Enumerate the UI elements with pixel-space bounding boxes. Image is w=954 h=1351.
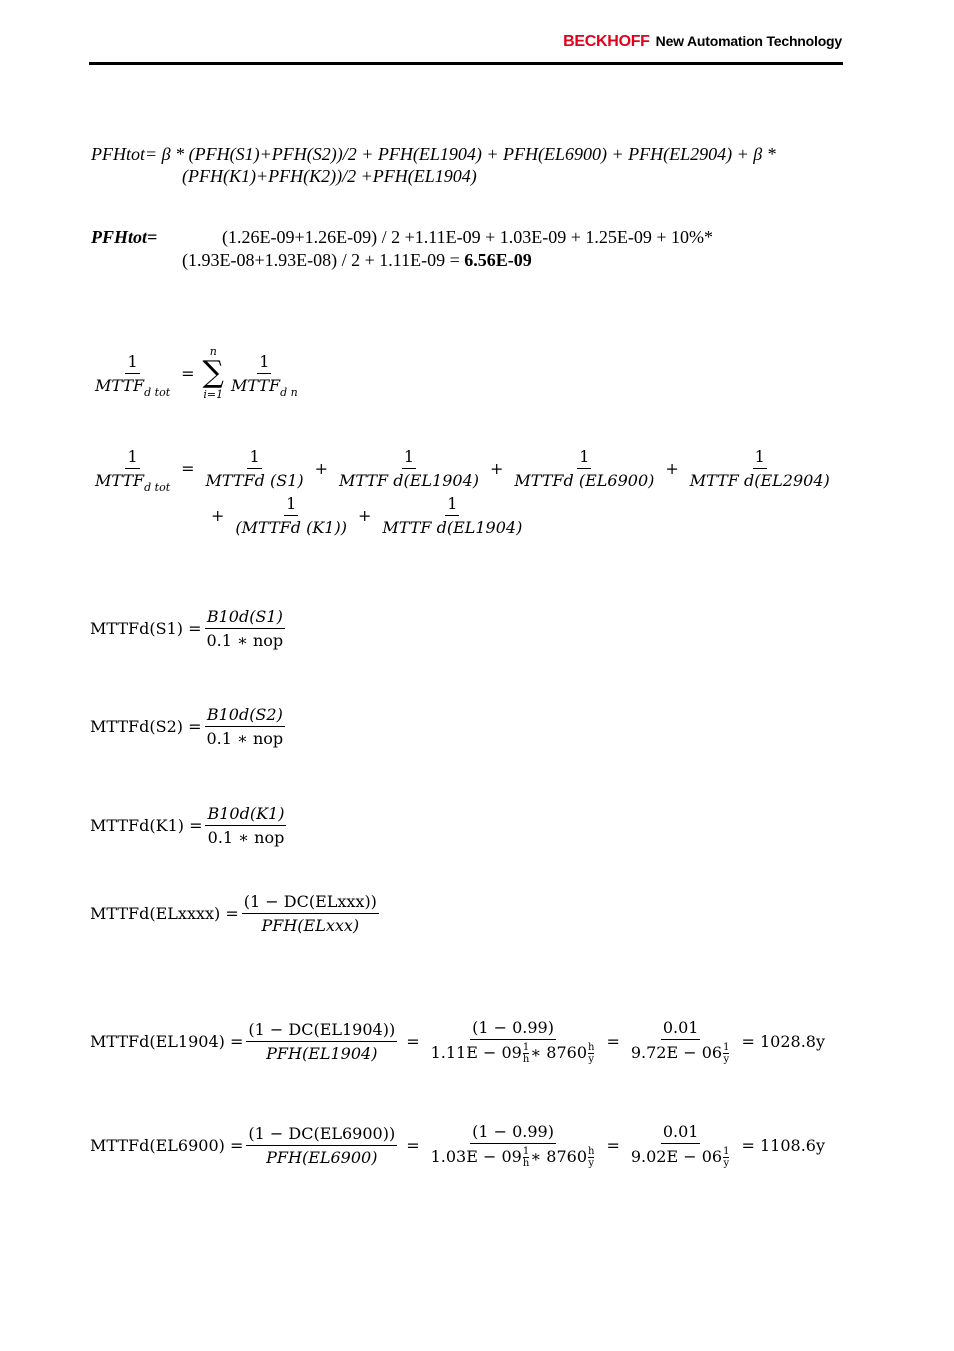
brand-name: BECKHOFF <box>563 33 650 50</box>
b10-formula-s2: MTTFd(S2) = $\frac{B10d(S2)}{\text{0.1 ∗ nop}}$ <box>90 705 284 748</box>
brand-logo <box>563 33 842 51</box>
mttf-sum-lhs: $\frac{1}{MTTF_{d tot}}$ <box>95 351 171 399</box>
el1904-result: = 1028.8y <box>741 1032 825 1051</box>
sum-sigma: n ∑ i=1 <box>202 345 224 401</box>
pfh-result-line2 <box>182 250 532 271</box>
pfh-result-line1: (1.26E-09+1.26E-09) / 2 +1.11E-09 + 1.03E-09 + 1.25E-09 + 10%* <box>222 227 714 247</box>
el6900-result: = 1108.6y <box>741 1136 825 1155</box>
pfh-formula-line1: PFHtot= β * (PFH(S1)+PFH(S2))/2 + PFH(EL1904) + PFH(EL6900) + PFH(EL2904) + β * <box>91 144 776 164</box>
mttf-sum-rhs: $\frac{1}{MTTF_{d n}}$ <box>230 351 298 399</box>
mttf-term: $\frac{1}{\text{MTTF d(EL1904)}}$ <box>382 494 523 537</box>
mttf-term: $\frac{1}{\text{MTTFd (S1)}}$ <box>205 447 304 490</box>
el6900-calculation: MTTFd(EL6900) = $\frac{(1 - DC(EL6900))}{\text{PFH(EL6900)}}$ = (1 − 0.99) 1.03E − 09 $\frac{1}{h}$ ∗ 8760 $\frac{h}{y}$ = 0.01 9.02E − 06 $\frac{1}{y}$ = 1108.6y <box>90 1122 825 1169</box>
pfh-result-value: 6.56E-09 <box>464 250 532 270</box>
pfh-formula-line2: (PFH(K1)+PFH(K2))/2 +PFH(EL1904) <box>182 166 477 186</box>
mttf-expanded-lhs: $\frac{1}{MTTF_{d tot}}$ <box>95 447 171 494</box>
el1904-calculation: MTTFd(EL1904) = $\frac{(1 - DC(EL1904))}{\text{PFH(EL1904)}}$ = (1 − 0.99) 1.11E − 09 $\frac{1}{h}$ ∗ 8760 $\frac{h}{y}$ = 0.01 9.72E − 06 $\frac{1}{y}$ = 1028.8y <box>90 1018 825 1065</box>
pfh-result-label: PFHtot= <box>91 227 158 247</box>
b10-formula-s1: MTTFd(S1) = $\frac{B10d(S1)}{\text{0.1 ∗ nop}}$ <box>90 607 284 650</box>
mttf-term: $\frac{1}{\text{MTTF d(EL1904)}}$ <box>339 447 479 490</box>
pfh-result-expression: (1.93E-08+1.93E-08) / 2 + 1.11E-09 = <box>182 250 465 270</box>
header-rule <box>89 62 843 65</box>
mttf-term: $\frac{1}{\text{MTTFd (EL6900)}}$ <box>514 447 655 490</box>
b10-formula-k1: MTTFd(K1) = $\frac{B10d(K1)}{\text{0.1 ∗ nop}}$ <box>90 804 285 847</box>
mttf-term: $\frac{1}{\text{MTTF d(EL2904)}}$ <box>689 447 830 490</box>
mttf-expanded-line1: $\frac{1}{MTTF_{d tot}}$ = $\frac{1}{\text{MTTFd (S1)}}$ + $\frac{1}{\text{MTTF d(EL1904)}}$ + $\frac{1}{\text{MTTFd (EL6900)}}$ + $\frac{1}{\text{MTTF d(EL2904)}}$ <box>95 447 830 494</box>
mttf-sum-formula: $\frac{1}{MTTF_{d tot}}$ = n ∑ i=1 $\frac{1}{MTTF_{d n}}$ <box>95 345 298 401</box>
elxxx-formula: MTTFd(ELxxxx) = $\frac{\text{(1 − DC(ELxxx))}}{\text{PFH(ELxxx)}}$ <box>90 892 377 935</box>
brand-tagline: New Automation Technology <box>655 33 842 49</box>
mttf-term: $\frac{1}{\text{(MTTFd (K1))}}$ <box>235 494 347 537</box>
mttf-expanded-line2: + $\frac{1}{\text{(MTTFd (K1))}}$ + $\frac{1}{\text{MTTF d(EL1904)}}$ <box>211 494 523 537</box>
